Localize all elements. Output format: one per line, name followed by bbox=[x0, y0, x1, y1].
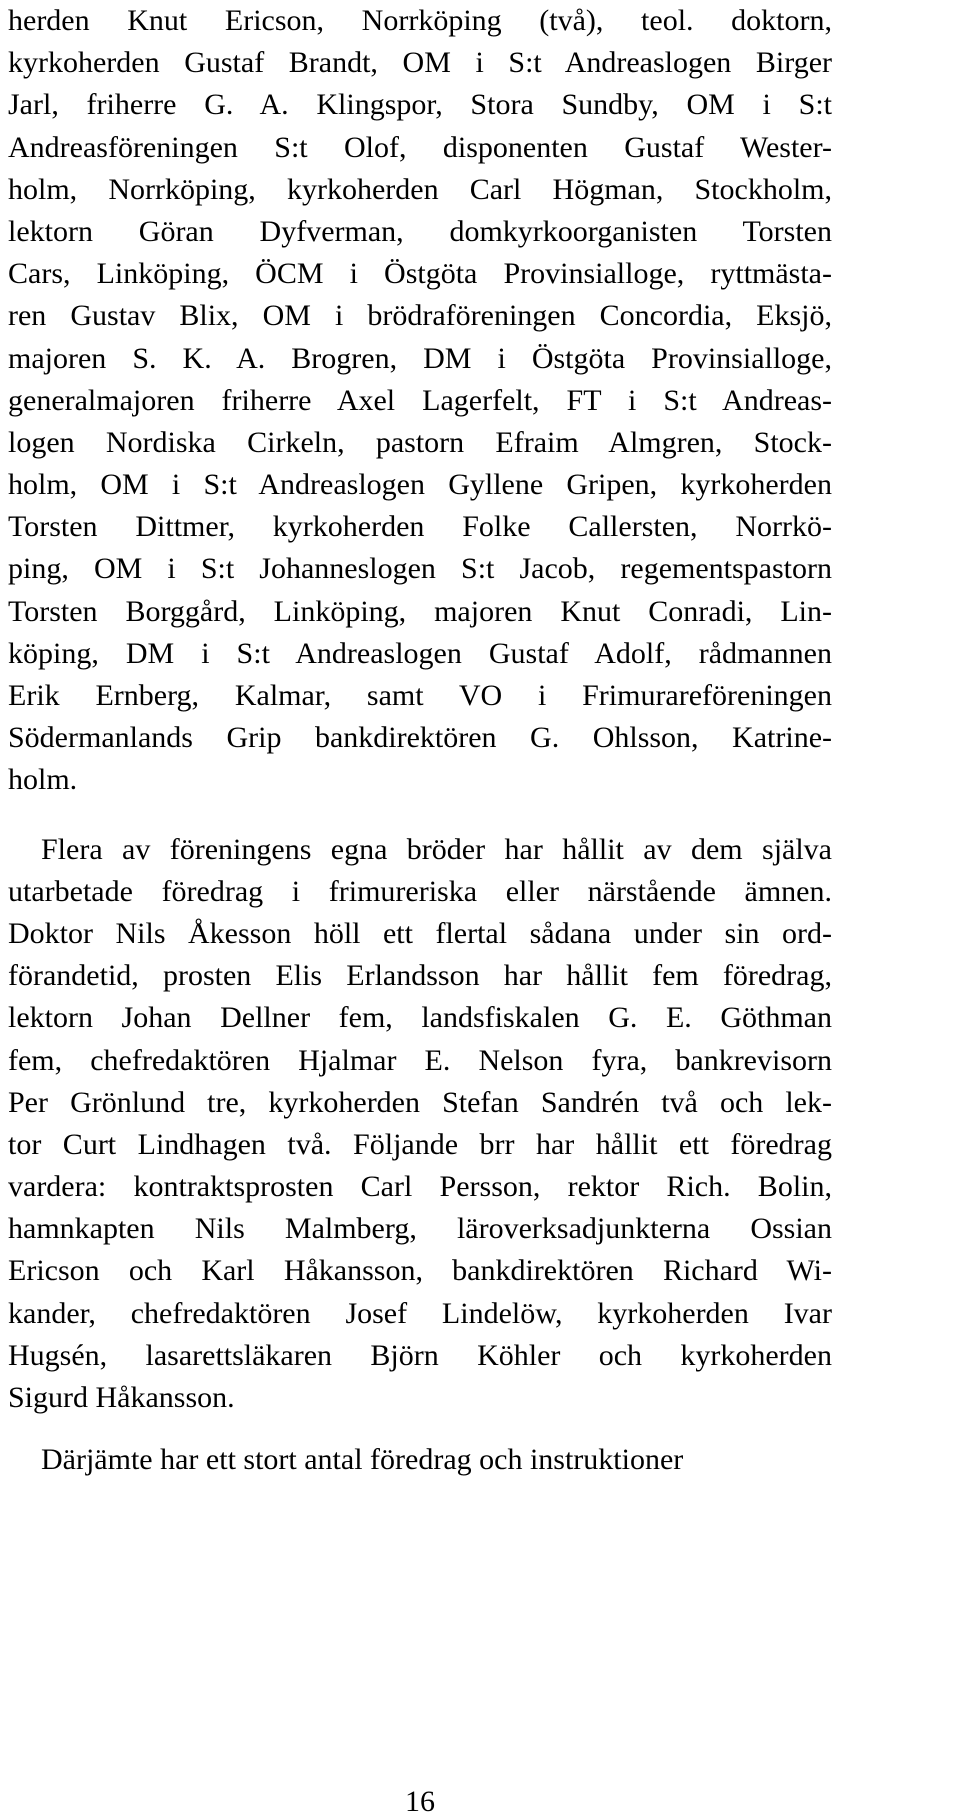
text-line: Erik Ernberg, Kalmar, samt VO i Frimurareföreningen bbox=[8, 679, 832, 712]
text-line: generalmajoren friherre Axel Lagerfelt, FT i S:t Andreas- bbox=[8, 383, 832, 417]
text-line: Per Grönlund tre, kyrkoherden Stefan Sandrén två och lek- bbox=[8, 1085, 832, 1119]
text-line: Doktor Nils Åkesson höll ett flertal sådana under sin ord- bbox=[8, 916, 832, 950]
text-line: tor Curt Lindhagen två. Följande brr har hållit ett föredrag bbox=[8, 1127, 832, 1161]
text-line: förandetid, prosten Elis Erlandsson har hållit fem föredrag, bbox=[8, 959, 832, 993]
text-line: ren Gustav Blix, OM i brödraföreningen Concordia, Eksjö, bbox=[8, 299, 832, 333]
text-line: Flera av föreningens egna bröder har hållit av dem själva bbox=[41, 832, 832, 866]
text-line: Hugsén, lasarettsläkaren Björn Köhler och kyrkoherden bbox=[8, 1338, 832, 1372]
text-line: lektorn Johan Dellner fem, landsfiskalen G. E. Göthman bbox=[8, 1001, 832, 1035]
text-line: holm, OM i S:t Andreaslogen Gyllene Gripen, kyrkoherden bbox=[8, 468, 832, 502]
text-line: hamnkapten Nils Malmberg, läroverksadjunkterna Ossian bbox=[8, 1212, 832, 1246]
text-line: Sigurd Håkansson. bbox=[8, 1381, 235, 1414]
text-line: majoren S. K. A. Brogren, DM i Östgöta Provinsialloge, bbox=[8, 341, 832, 375]
text-line: Ericson och Karl Håkansson, bankdirektören Richard Wi- bbox=[8, 1254, 832, 1288]
text-line: fem, chefredaktören Hjalmar E. Nelson fyra, bankrevisorn bbox=[8, 1043, 832, 1077]
text-line: utarbetade föredrag i frimureriska eller närstående ämnen. bbox=[8, 874, 832, 908]
text-line: Jarl, friherre G. A. Klingspor, Stora Sundby, OM i S:t bbox=[8, 88, 832, 122]
text-line: holm. bbox=[8, 763, 78, 797]
text-line: vardera: kontraktsprosten Carl Persson, rektor Rich. Bolin, bbox=[8, 1170, 832, 1204]
text-line: kyrkoherden Gustaf Brandt, OM i S:t Andreaslogen Birger bbox=[8, 46, 832, 80]
text-line: lektorn Göran Dyfverman, domkyrkoorganisten Torsten bbox=[8, 214, 832, 248]
paragraph-gap bbox=[8, 1419, 832, 1439]
paragraph-1 bbox=[8, 0, 832, 802]
document-page bbox=[8, 0, 832, 1481]
text-line: Andreasföreningen S:t Olof, disponenten Gustaf Wester- bbox=[8, 130, 832, 164]
text-line: Torsten Dittmer, kyrkoherden Folke Callersten, Norrkö- bbox=[8, 510, 832, 544]
text-line: logen Nordiska Cirkeln, pastorn Efraim Almgren, Stock- bbox=[8, 425, 832, 459]
text-line: holm, Norrköping, kyrkoherden Carl Högman, Stockholm, bbox=[8, 172, 832, 206]
paragraph-gap bbox=[8, 802, 832, 829]
paragraph-2 bbox=[8, 829, 832, 1420]
text-line: kander, chefredaktören Josef Lindelöw, kyrkoherden Ivar bbox=[8, 1296, 832, 1330]
text-line: ping, OM i S:t Johanneslogen S:t Jacob, regementspastorn bbox=[8, 552, 832, 586]
text-line: köping, DM i S:t Andreaslogen Gustaf Adolf, rådmannen bbox=[8, 636, 832, 670]
text-line: Södermanlands Grip bankdirektören G. Ohlsson, Katrine- bbox=[8, 721, 832, 755]
paragraph-3 bbox=[8, 1439, 832, 1481]
text-line: Därjämte har ett stort antal föredrag och instruktioner bbox=[41, 1443, 684, 1477]
page-number: 16 bbox=[405, 1785, 435, 1818]
text-line: Torsten Borggård, Linköping, majoren Knut Conradi, Lin- bbox=[8, 594, 832, 628]
text-line: Cars, Linköping, ÖCM i Östgöta Provinsialloge, ryttmästa- bbox=[8, 257, 832, 291]
text-line: herden Knut Ericson, Norrköping (två), teol. doktorn, bbox=[8, 4, 832, 37]
